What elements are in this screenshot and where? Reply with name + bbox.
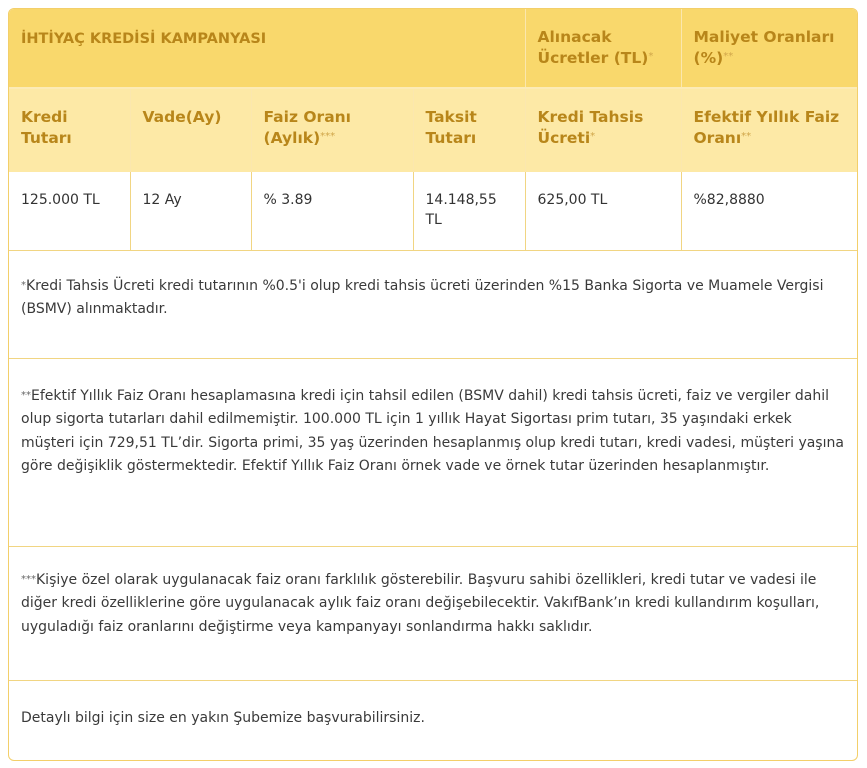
cell-rate: % 3.89 <box>251 172 413 250</box>
cost-heading-mark: ** <box>723 51 734 62</box>
contact-note: Detaylı bilgi için size en yakın Şubemize başvurabilirsiniz. <box>21 709 425 726</box>
col-header-fee-mark: * <box>590 131 596 142</box>
cell-apr: %82,8880 <box>681 172 858 250</box>
footnote-text: Efektif Yıllık Faiz Oranı hesaplamasına kredi için tahsil edilen (BSMV dahil) kredi tahsis ücreti, faiz ve vergiler dahil olup sigorta tutarları dahil edilmemiştir. 100.000 TL için 1 yıllık Hayat Sigortası prim tutarı, 35 yaşındaki erkek müşteri için 729,51 TL’dir. Sigorta primi, 35 yaş üzerinden hesaplanmış olup kredi tutarı, kredi vadesi, müşteri yaşına göre değişiklik göstermektedir. Efektif Yıllık Faiz Oranı örnek vade ve örnek tutar üzerinden hesaplanmıştır. <box>21 387 844 474</box>
footnote-fee <box>9 250 858 358</box>
col-header-amount: Kredi Tutarı <box>9 88 130 172</box>
footnote-row <box>9 680 858 761</box>
footnote-rate <box>9 546 858 680</box>
cost-heading: Maliyet Oranları (%)** <box>681 9 858 88</box>
footnote-row <box>9 546 858 680</box>
fees-heading-mark: * <box>648 51 654 62</box>
col-header-rate-mark: *** <box>320 131 336 142</box>
campaign-header-row <box>9 9 858 88</box>
footnote-row <box>9 358 858 546</box>
footnote-mark: ** <box>21 389 31 401</box>
col-header-fee: Kredi Tahsis Ücreti* <box>525 88 681 172</box>
cell-amount: 125.000 TL <box>9 172 130 250</box>
col-header-apr: Efektif Yıllık Faiz Oranı** <box>681 88 858 172</box>
fees-heading: Alınacak Ücretler (TL)* <box>525 9 681 88</box>
footnote-apr <box>9 358 858 546</box>
cell-term: 12 Ay <box>130 172 251 250</box>
table-row <box>9 172 858 250</box>
footnote-text: Kredi Tahsis Ücreti kredi tutarının %0.5'i olup kredi tahsis ücreti üzerinden %15 Banka Sigorta ve Muamele Vergisi (BSMV) alınmaktadır. <box>21 277 824 317</box>
cell-fee: 625,00 TL <box>525 172 681 250</box>
campaign-table <box>9 9 858 761</box>
column-header-row <box>9 88 858 172</box>
footnote-row <box>9 250 858 358</box>
campaign-table-container <box>8 8 858 761</box>
col-header-rate: Faiz Oranı (Aylık)*** <box>251 88 413 172</box>
col-header-apr-mark: ** <box>741 131 752 142</box>
cell-installment: 14.148,55 TL <box>413 172 525 250</box>
campaign-title: İHTİYAÇ KREDİSİ KAMPANYASI <box>9 9 525 88</box>
footnote-mark: * <box>21 279 26 291</box>
col-header-term: Vade(Ay) <box>130 88 251 172</box>
footnote-mark: *** <box>21 573 36 585</box>
col-header-installment: Taksit Tutarı <box>413 88 525 172</box>
footnote-text: Kişiye özel olarak uygulanacak faiz oranı farklılık gösterebilir. Başvuru sahibi özellikleri, kredi tutar ve vadesi ile diğer kredi özelliklerine göre uygulanacak aylık faiz oranı değişebilecektir. VakıfBank’ın kredi kullandırım koşulları, uyguladığı faiz oranlarını değiştirme veya kampanyayı sonlandırma hakkı saklıdır. <box>21 571 820 635</box>
